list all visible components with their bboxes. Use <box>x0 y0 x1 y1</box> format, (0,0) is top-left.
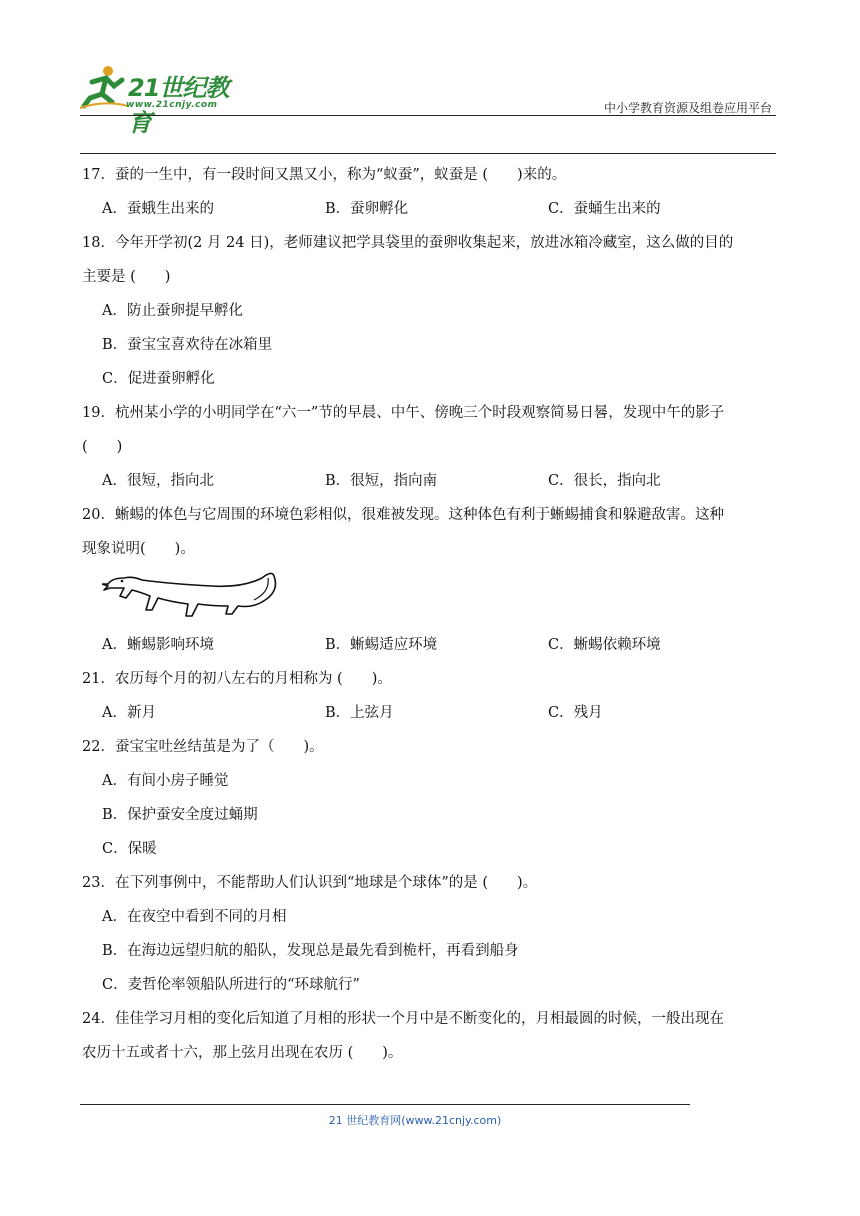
question-stem-line-1: 18．今年开学初(2 月 24 日)，老师建议把学具袋里的蚕卵收集起来，放进冰箱冷藏室，这么做的目的 <box>82 235 734 251</box>
runner-logo-icon <box>78 62 130 112</box>
question-stem-line-1: 24．佳佳学习月相的变化后知道了月相的形状一个月中是不断变化的，月相最圆的时候，一般出现在 <box>82 1011 724 1027</box>
footer-link[interactable]: 21 世纪教育网(www.21cnjy.com) <box>328 1114 502 1127</box>
question-24 <box>82 1002 782 1070</box>
content-divider <box>80 153 776 154</box>
question-stem-line-2: ( ) <box>82 439 123 455</box>
option-c[interactable]: C．麦哲伦率领船队所进行的“环球航行” <box>102 977 360 993</box>
option-b[interactable]: B．很短，指向南 <box>325 473 438 489</box>
site-logo[interactable] <box>78 62 248 137</box>
page-footer <box>0 1112 860 1128</box>
option-b[interactable]: B．在海边远望归航的船队，发现总是最先看到桅杆，再看到船身 <box>102 943 519 959</box>
option-a[interactable]: A．蚕蛾生出来的 <box>102 201 214 217</box>
option-row <box>82 464 782 498</box>
option-a[interactable]: A．蜥蜴影响环境 <box>102 637 214 653</box>
question-list <box>82 158 782 1070</box>
option-c[interactable]: C．促进蚕卵孵化 <box>102 371 215 387</box>
question-23 <box>82 866 782 1002</box>
question-19 <box>82 396 782 498</box>
platform-tagline: 中小学教育资源及组卷应用平台 <box>603 101 772 115</box>
page-header <box>0 0 860 160</box>
option-row <box>82 192 782 226</box>
lizard-icon <box>102 566 282 626</box>
footer-divider <box>80 1104 690 1105</box>
option-a[interactable]: A．在夜空中看到不同的月相 <box>102 909 287 925</box>
lizard-illustration <box>82 566 782 628</box>
option-c[interactable]: C．保暖 <box>102 841 157 857</box>
question-18 <box>82 226 782 396</box>
option-a[interactable]: A．新月 <box>102 705 156 721</box>
question-stem-line-1: 19．杭州某小学的小明同学在“六一”节的早晨、中午、傍晚三个时段观察简易日晷，发现中午的影子 <box>82 405 725 421</box>
question-stem: 21．农历每个月的初八左右的月相称为 ( )。 <box>82 671 392 687</box>
question-stem-line-2: 主要是 ( ) <box>82 269 171 285</box>
question-stem: 23．在下列事例中，不能帮助人们认识到“地球是个球体”的是 ( )。 <box>82 875 538 891</box>
option-a[interactable]: A．防止蚕卵提早孵化 <box>102 303 243 319</box>
option-c[interactable]: C．蚕蛹生出来的 <box>548 201 661 217</box>
question-20 <box>82 498 782 662</box>
question-stem-line-2: 现象说明( )。 <box>82 541 195 557</box>
option-b[interactable]: B．上弦月 <box>325 705 394 721</box>
option-a[interactable]: A．有间小房子睡觉 <box>102 773 229 789</box>
question-22 <box>82 730 782 866</box>
question-21 <box>82 662 782 730</box>
option-b[interactable]: B．蚕宝宝喜欢待在冰箱里 <box>102 337 273 353</box>
question-stem-line-2: 农历十五或者十六，那上弦月出现在农历 ( )。 <box>82 1045 403 1061</box>
option-c[interactable]: C．很长，指向北 <box>548 473 661 489</box>
question-stem-line-1: 20．蜥蜴的体色与它周围的环境色彩相似，很难被发现。这种体色有利于蜥蜴捕食和躲避敌害。这种 <box>82 507 724 523</box>
option-row <box>82 696 782 730</box>
option-c[interactable]: C．蜥蜴依赖环境 <box>548 637 661 653</box>
question-17 <box>82 158 782 226</box>
option-a[interactable]: A．很短，指向北 <box>102 473 214 489</box>
logo-url: www.21cnjy.com <box>126 100 218 110</box>
option-b[interactable]: B．蜥蜴适应环境 <box>325 637 438 653</box>
option-b[interactable]: B．蚕卵孵化 <box>325 201 409 217</box>
header-divider <box>80 115 776 116</box>
question-stem: 17．蚕的一生中，有一段时间又黑又小，称为“蚁蚕”，蚁蚕是 ( )来的。 <box>82 167 567 183</box>
option-b[interactable]: B．保护蚕安全度过蛹期 <box>102 807 258 823</box>
option-row <box>82 628 782 662</box>
question-stem: 22．蚕宝宝吐丝结茧是为了（ )。 <box>82 739 324 755</box>
logo-text: 21世纪教育 <box>128 74 229 137</box>
option-c[interactable]: C．残月 <box>548 705 603 721</box>
